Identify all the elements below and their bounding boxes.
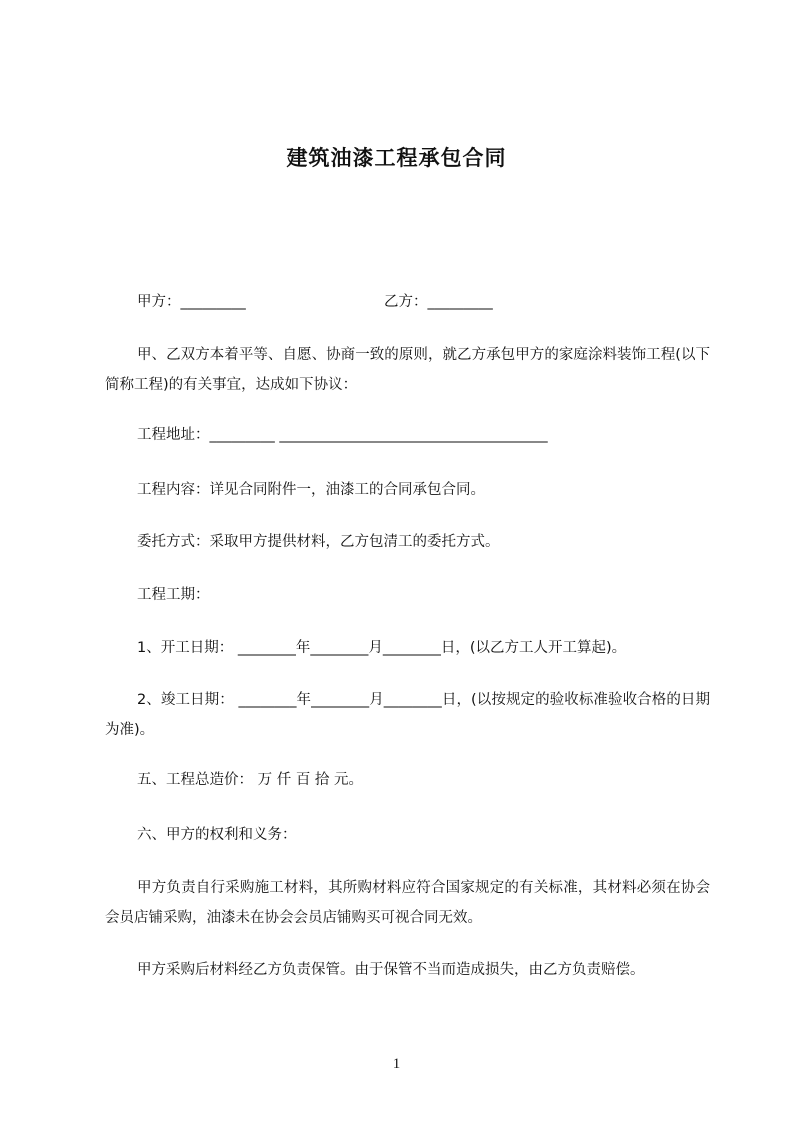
content-label: 工程内容： bbox=[137, 482, 210, 498]
page-number: 1 bbox=[392, 1056, 401, 1072]
party-b-label: 乙方： bbox=[384, 294, 428, 310]
party-a-blank: _________ bbox=[180, 294, 246, 310]
period-heading: 工程工期： bbox=[137, 587, 210, 603]
document-title: 建筑油漆工程承包合同 bbox=[286, 146, 507, 170]
party-a-label: 甲方： bbox=[137, 294, 181, 310]
section6-title: 六、甲方的权利和义务： bbox=[137, 827, 297, 843]
party-a-line bbox=[137, 292, 246, 312]
start-date-label: 1、开工日期： bbox=[137, 640, 234, 656]
start-day-label: 日 bbox=[440, 640, 456, 656]
end-date-paragraph: 2、竣工日期： ________年________月________日，(以按规定的验收标准验收合格的日期为准)。 bbox=[105, 692, 710, 738]
address-blank: _________ _____________________________________ bbox=[209, 427, 548, 443]
entrust-value: 采取甲方提供材料，乙方包清工的委托方式。 bbox=[209, 534, 500, 550]
address-line bbox=[137, 425, 548, 445]
start-year-blank: ________ bbox=[237, 640, 296, 656]
start-date-line bbox=[137, 638, 626, 658]
clause-materials-storage: 甲方采购后材料经乙方负责保管。由于保管不当而造成损失，由乙方负责赔偿。 bbox=[137, 962, 645, 978]
total-cost-line: 五、工程总造价： 万 仟 百 拾 元。 bbox=[137, 772, 364, 788]
start-date-note: ，(以乙方工人开工算起)。 bbox=[455, 640, 627, 656]
content-line bbox=[137, 480, 485, 500]
start-day-blank: ________ bbox=[382, 640, 441, 656]
entrust-label: 委托方式： bbox=[137, 534, 210, 550]
start-month-blank: ________ bbox=[310, 640, 369, 656]
clause-materials-purchase: 甲方负责自行采购施工材料，其所购材料应符合国家规定的有关标准，其材料必须在协会会员店铺采购，油漆未在协会会员店铺购买可视合同无效。 bbox=[105, 880, 710, 926]
party-b-line bbox=[384, 292, 493, 312]
entrust-line bbox=[137, 532, 500, 552]
address-label: 工程地址： bbox=[137, 427, 210, 443]
start-year-label: 年 bbox=[295, 640, 311, 656]
intro-paragraph: 甲、乙双方本着平等、自愿、协商一致的原则，就乙方承包甲方的家庭涂料装饰工程(以下简称工程)的有关事宜，达成如下协议： bbox=[105, 347, 710, 393]
party-b-blank: _________ bbox=[427, 294, 493, 310]
start-month-label: 月 bbox=[368, 640, 383, 656]
content-value: 详见合同附件一，油漆工的合同承包合同。 bbox=[209, 482, 485, 498]
